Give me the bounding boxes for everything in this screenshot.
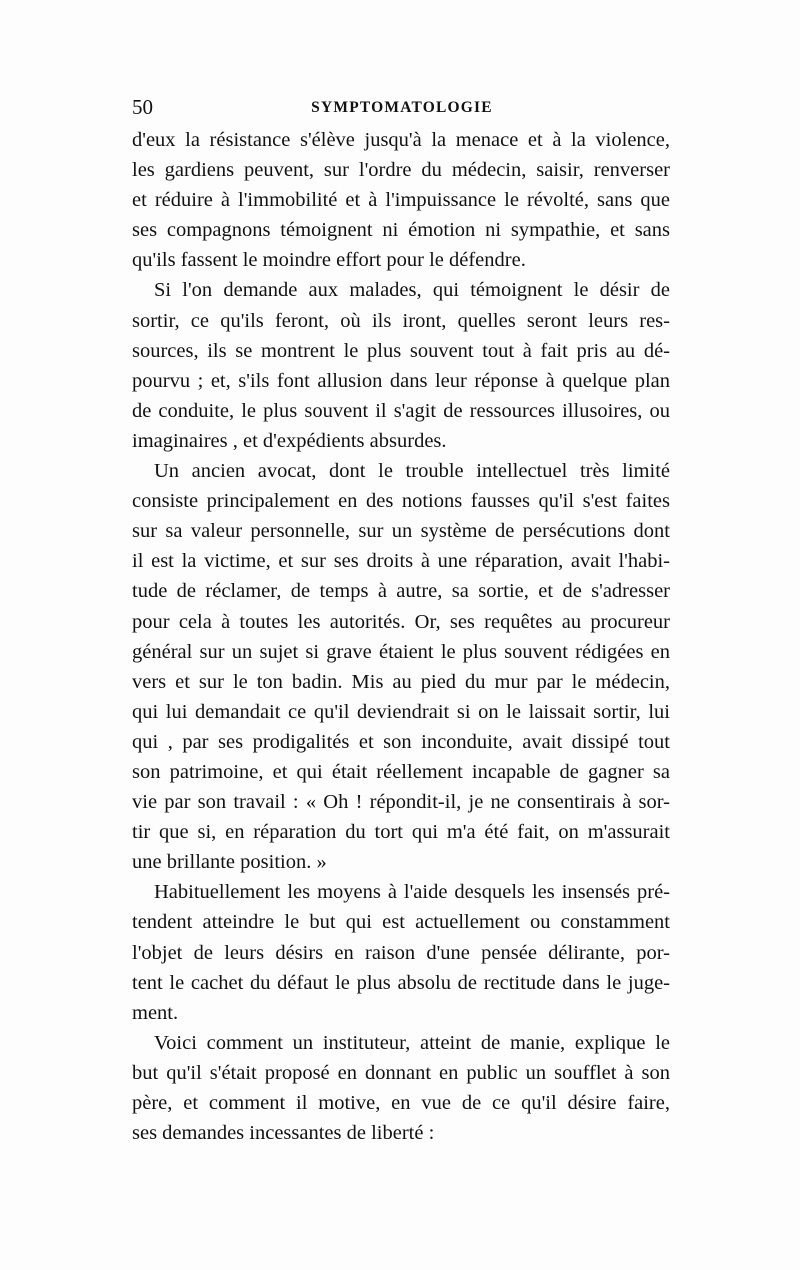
paragraph [132, 275, 670, 456]
text-line: tent le cachet du défaut le plus absolu de rectitude dans le juge- [132, 971, 670, 994]
text-line: les gardiens peuvent, sur l'ordre du médecin, saisir, renverser [132, 159, 670, 182]
page-number: 50 [132, 95, 153, 119]
text-line: vers et sur le ton badin. Mis au pied du mur par le médecin, [132, 670, 670, 693]
text-line: de conduite, le plus souvent il s'agit de ressources illusoires, ou [132, 399, 670, 422]
text-line: une brillante position. » [132, 851, 327, 874]
text-line: Si l'on demande aux malades, qui témoignent le désir de [154, 279, 670, 302]
text-line: son patrimoine, et qui était réellement incapable de gagner sa [132, 760, 670, 783]
running-title: SYMPTOMATOLOGIE [311, 99, 493, 116]
text-line: il est la victime, et sur ses droits à une réparation, avait l'habi- [132, 550, 670, 573]
body-text [132, 125, 670, 1148]
running-head [132, 92, 672, 122]
text-line: tude de réclamer, de temps à autre, sa sortie, et de s'adresser [132, 580, 670, 603]
text-line: tendent atteindre le but qui est actuellement ou constamment [132, 911, 670, 934]
text-line: imaginaires , et d'expédients absurdes. [132, 429, 447, 452]
text-line: sources, ils se montrent le plus souvent tout à fait pris au dé- [132, 339, 670, 362]
text-line: pour cela à toutes les autorités. Or, ses requêtes au procureur [132, 610, 670, 633]
text-line: qui lui demandait ce qu'il deviendrait si on le laissait sortir, lui [132, 700, 670, 723]
text-line: tir que si, en réparation du tort qui m'a été fait, on m'assurait [132, 821, 670, 844]
text-line: ses compagnons témoignent ni émotion ni sympathie, et sans [132, 219, 670, 242]
text-line: but qu'il s'était proposé en donnant en public un soufflet à son [132, 1061, 670, 1084]
text-line: Habituellement les moyens à l'aide desquels les insensés pré- [154, 881, 670, 904]
text-line: sur sa valeur personnelle, sur un système de persécutions dont [132, 520, 670, 543]
text-line: Un ancien avocat, dont le trouble intellectuel très limité [154, 460, 670, 483]
text-line: ment. [132, 1001, 179, 1024]
text-line: qui , par ses prodigalités et son inconduite, avait dissipé tout [132, 730, 670, 753]
text-line: sortir, ce qu'ils feront, où ils iront, quelles seront leurs res- [132, 309, 670, 332]
text-line: l'objet de leurs désirs en raison d'une pensée délirante, por- [132, 941, 670, 964]
paragraph [132, 456, 670, 877]
text-line: qu'ils fassent le moindre effort pour le défendre. [132, 249, 526, 272]
text-line: et réduire à l'immobilité et à l'impuissance le révolté, sans que [132, 189, 670, 212]
text-line: père, et comment il motive, en vue de ce qu'il désire faire, [132, 1092, 670, 1114]
text-line: ses demandes incessantes de liberté : [132, 1122, 435, 1145]
paragraph [132, 1028, 670, 1148]
text-line: général sur un sujet si grave étaient le plus souvent rédigées en [132, 640, 670, 663]
text-line: d'eux la résistance s'élève jusqu'à la menace et à la violence, [132, 129, 670, 151]
text-line: pourvu ; et, s'ils font allusion dans leur réponse à quelque plan [132, 369, 670, 392]
text-line: Voici comment un instituteur, atteint de manie, explique le [154, 1031, 670, 1054]
paragraph [132, 125, 670, 275]
text-line: consiste principalement en des notions fausses qu'il s'est faites [132, 490, 670, 513]
paragraph [132, 877, 670, 1027]
text-line: vie par son travail : « Oh ! répondit-il, je ne consentirais à sor- [132, 791, 670, 814]
